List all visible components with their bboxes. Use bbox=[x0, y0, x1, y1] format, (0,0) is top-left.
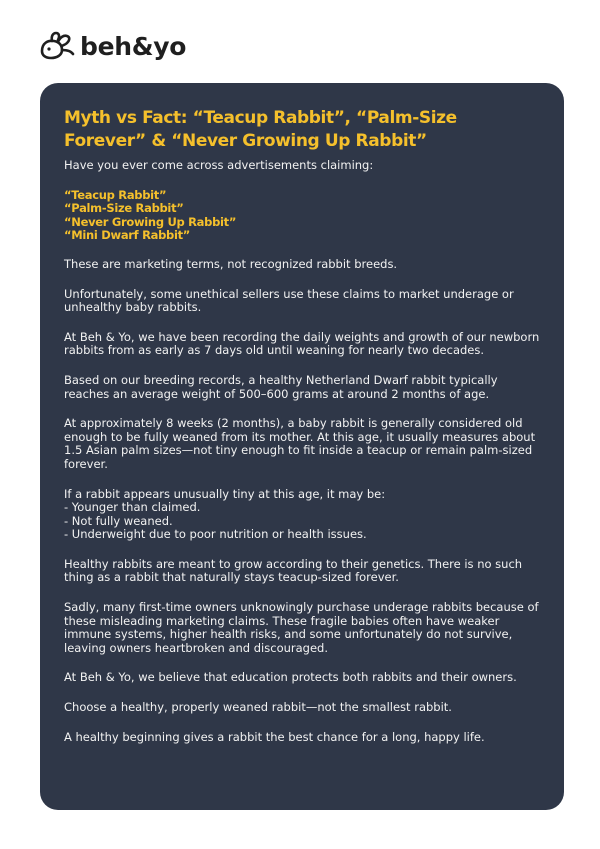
tiny-rabbit-section bbox=[64, 488, 542, 542]
sadly-paragraph: Sadly, many first-time owners unknowingly purchase underage rabbits because of these misleading marketing claims. These fragile babies often have weaker immune systems, higher health risks, and some unfortunately do not survive, leaving owners heartbroken and discouraged. bbox=[64, 600, 539, 655]
brand-name: beh&yo bbox=[80, 31, 187, 61]
brand-logo[interactable] bbox=[38, 30, 186, 62]
claim-item: “Palm-Size Rabbit” bbox=[64, 201, 184, 216]
reason-item: - Younger than claimed. bbox=[64, 500, 201, 515]
claim-item: “Mini Dwarf Rabbit” bbox=[64, 228, 191, 243]
rabbit-logo-icon bbox=[38, 31, 76, 61]
beginning-paragraph: A healthy beginning gives a rabbit the best chance for a long, happy life. bbox=[64, 729, 485, 744]
choose-paragraph: Choose a healthy, properly weaned rabbit—not the smallest rabbit. bbox=[64, 700, 452, 715]
article-title: Myth vs Fact: “Teacup Rabbit”, “Palm-Size Forever” & “Never Growing Up Rabbit” bbox=[64, 108, 457, 151]
marketing-paragraph: These are marketing terms, not recognized rabbit breeds. bbox=[64, 256, 398, 271]
claim-item: “Teacup Rabbit” bbox=[64, 187, 167, 202]
reason-item: - Not fully weaned. bbox=[64, 513, 173, 528]
article-card bbox=[40, 83, 564, 810]
reason-item: - Underweight due to poor nutrition or health issues. bbox=[64, 527, 367, 542]
records-paragraph: Based on our breeding records, a healthy Netherland Dwarf rabbit typically reaches an average weight of 500–600 grams at around 2 months of age. bbox=[64, 372, 498, 401]
unethical-paragraph: Unfortunately, some unethical sellers use these claims to market underage or unhealthy baby rabbits. bbox=[64, 286, 514, 315]
tiny-reasons-list bbox=[64, 501, 542, 542]
genetics-paragraph: Healthy rabbits are meant to grow according to their genetics. There is no such thing as a rabbit that naturally stays teacup-sized forever. bbox=[64, 556, 523, 585]
recording-paragraph: At Beh & Yo, we have been recording the daily weights and growth of our newborn rabbits from as early as 7 days old until weaning for nearly two decades. bbox=[64, 329, 540, 358]
weeks-paragraph: At approximately 8 weeks (2 months), a baby rabbit is generally considered old enough to be fully weaned from its mother. At this age, it usually measures about 1.5 Asian palm sizes—not tiny enough to fit inside a teacup or remain palm-sized forever. bbox=[64, 416, 536, 471]
intro-text: Have you ever come across advertisements claiming: bbox=[64, 158, 374, 172]
tiny-intro-paragraph: If a rabbit appears unusually tiny at this age, it may be: bbox=[64, 486, 386, 501]
education-paragraph: At Beh & Yo, we believe that education protects both rabbits and their owners. bbox=[64, 670, 517, 685]
claims-list bbox=[64, 189, 542, 243]
claim-item: “Never Growing Up Rabbit” bbox=[64, 214, 237, 229]
